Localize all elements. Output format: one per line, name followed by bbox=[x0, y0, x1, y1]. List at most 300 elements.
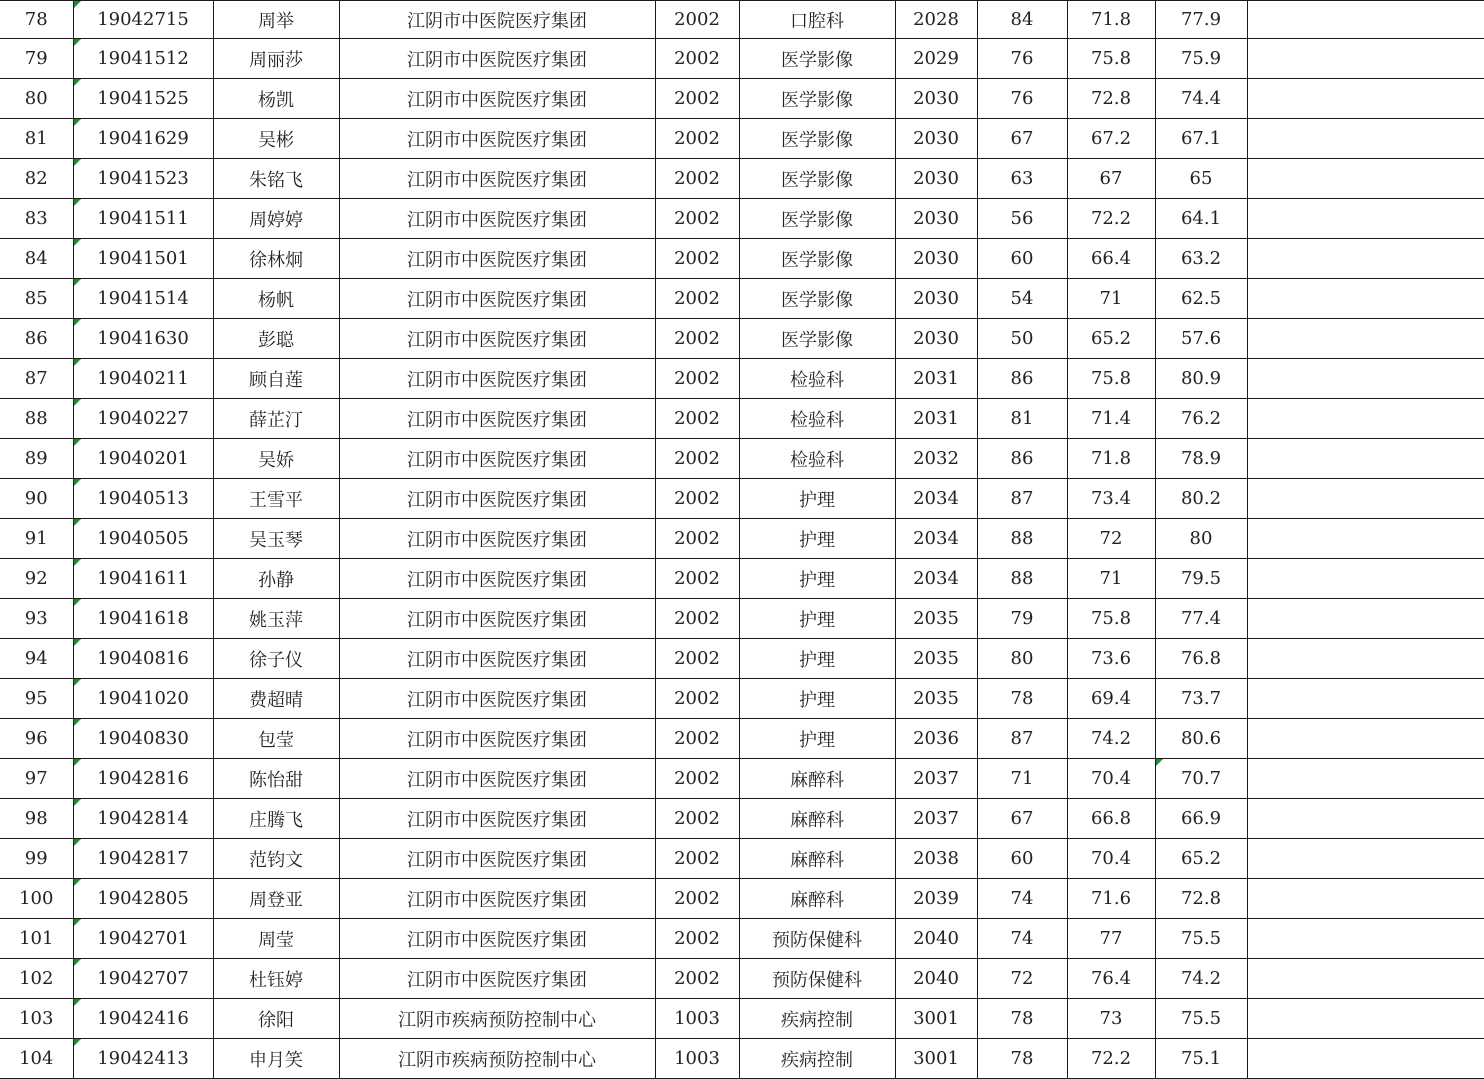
cell-name[interactable]: 周莹 bbox=[213, 919, 339, 959]
cell-number[interactable]: 80 bbox=[0, 79, 73, 119]
cell-total[interactable]: 66.9 bbox=[1155, 799, 1247, 839]
cell-number[interactable]: 97 bbox=[0, 759, 73, 799]
cell-total[interactable]: 74.4 bbox=[1155, 79, 1247, 119]
cell-score-2[interactable]: 73 bbox=[1067, 999, 1155, 1039]
cell-unit[interactable]: 江阴市中医院医疗集团 bbox=[339, 879, 655, 919]
cell-post[interactable]: 检验科 bbox=[739, 399, 895, 439]
cell-post-code[interactable]: 2036 bbox=[895, 719, 977, 759]
cell-exam-id[interactable]: 19040201 bbox=[73, 439, 213, 479]
cell-name[interactable]: 费超晴 bbox=[213, 679, 339, 719]
cell-unit-code[interactable]: 2002 bbox=[655, 279, 739, 319]
cell-post-code[interactable]: 2039 bbox=[895, 879, 977, 919]
cell-post[interactable]: 医学影像 bbox=[739, 39, 895, 79]
cell-empty[interactable] bbox=[1247, 359, 1484, 399]
cell-empty[interactable] bbox=[1247, 879, 1484, 919]
cell-exam-id[interactable]: 19040513 bbox=[73, 479, 213, 519]
cell-unit[interactable]: 江阴市中医院医疗集团 bbox=[339, 279, 655, 319]
cell-total[interactable]: 80.6 bbox=[1155, 719, 1247, 759]
cell-post[interactable]: 麻醉科 bbox=[739, 839, 895, 879]
cell-post-code[interactable]: 2030 bbox=[895, 319, 977, 359]
cell-unit[interactable]: 江阴市中医院医疗集团 bbox=[339, 1, 655, 39]
cell-exam-id[interactable]: 19041512 bbox=[73, 39, 213, 79]
cell-unit[interactable]: 江阴市中医院医疗集团 bbox=[339, 399, 655, 439]
cell-unit[interactable]: 江阴市中医院医疗集团 bbox=[339, 519, 655, 559]
cell-name[interactable]: 范钧文 bbox=[213, 839, 339, 879]
cell-name[interactable]: 杜钰婷 bbox=[213, 959, 339, 999]
cell-unit-code[interactable]: 2002 bbox=[655, 359, 739, 399]
cell-score-2[interactable]: 66.8 bbox=[1067, 799, 1155, 839]
cell-score-2[interactable]: 71.4 bbox=[1067, 399, 1155, 439]
cell-unit[interactable]: 江阴市中医院医疗集团 bbox=[339, 959, 655, 999]
cell-post[interactable]: 疾病控制 bbox=[739, 999, 895, 1039]
cell-name[interactable]: 王雪平 bbox=[213, 479, 339, 519]
cell-number[interactable]: 89 bbox=[0, 439, 73, 479]
cell-unit-code[interactable]: 1003 bbox=[655, 1039, 739, 1079]
cell-unit-code[interactable]: 2002 bbox=[655, 519, 739, 559]
cell-total[interactable]: 75.5 bbox=[1155, 919, 1247, 959]
cell-total[interactable]: 72.8 bbox=[1155, 879, 1247, 919]
cell-score-1[interactable]: 78 bbox=[977, 1039, 1067, 1079]
cell-score-1[interactable]: 60 bbox=[977, 239, 1067, 279]
cell-number[interactable]: 94 bbox=[0, 639, 73, 679]
cell-post-code[interactable]: 2028 bbox=[895, 1, 977, 39]
cell-total[interactable]: 78.9 bbox=[1155, 439, 1247, 479]
cell-post[interactable]: 口腔科 bbox=[739, 1, 895, 39]
cell-unit-code[interactable]: 2002 bbox=[655, 719, 739, 759]
cell-number[interactable]: 86 bbox=[0, 319, 73, 359]
cell-exam-id[interactable]: 19041629 bbox=[73, 119, 213, 159]
cell-total[interactable]: 80.2 bbox=[1155, 479, 1247, 519]
cell-name[interactable]: 姚玉萍 bbox=[213, 599, 339, 639]
cell-score-2[interactable]: 70.4 bbox=[1067, 839, 1155, 879]
cell-post-code[interactable]: 2034 bbox=[895, 519, 977, 559]
cell-post[interactable]: 疾病控制 bbox=[739, 1039, 895, 1079]
cell-empty[interactable] bbox=[1247, 719, 1484, 759]
cell-score-2[interactable]: 65.2 bbox=[1067, 319, 1155, 359]
cell-name[interactable]: 吴娇 bbox=[213, 439, 339, 479]
cell-empty[interactable] bbox=[1247, 679, 1484, 719]
cell-exam-id[interactable]: 19042416 bbox=[73, 999, 213, 1039]
cell-total[interactable]: 70.7 bbox=[1155, 759, 1247, 799]
cell-post-code[interactable]: 3001 bbox=[895, 999, 977, 1039]
cell-score-2[interactable]: 72 bbox=[1067, 519, 1155, 559]
cell-name[interactable]: 徐阳 bbox=[213, 999, 339, 1039]
cell-empty[interactable] bbox=[1247, 199, 1484, 239]
cell-score-1[interactable]: 78 bbox=[977, 999, 1067, 1039]
cell-name[interactable]: 庄腾飞 bbox=[213, 799, 339, 839]
cell-number[interactable]: 92 bbox=[0, 559, 73, 599]
cell-unit[interactable]: 江阴市中医院医疗集团 bbox=[339, 239, 655, 279]
cell-unit[interactable]: 江阴市中医院医疗集团 bbox=[339, 559, 655, 599]
cell-exam-id[interactable]: 19042817 bbox=[73, 839, 213, 879]
cell-unit-code[interactable]: 2002 bbox=[655, 679, 739, 719]
cell-unit-code[interactable]: 2002 bbox=[655, 119, 739, 159]
cell-post[interactable]: 医学影像 bbox=[739, 319, 895, 359]
cell-score-2[interactable]: 72.8 bbox=[1067, 79, 1155, 119]
cell-post-code[interactable]: 2030 bbox=[895, 239, 977, 279]
cell-name[interactable]: 周丽莎 bbox=[213, 39, 339, 79]
cell-post-code[interactable]: 2034 bbox=[895, 479, 977, 519]
cell-number[interactable]: 104 bbox=[0, 1039, 73, 1079]
cell-post[interactable]: 麻醉科 bbox=[739, 879, 895, 919]
cell-empty[interactable] bbox=[1247, 759, 1484, 799]
cell-unit-code[interactable]: 2002 bbox=[655, 559, 739, 599]
cell-unit-code[interactable]: 2002 bbox=[655, 39, 739, 79]
cell-post[interactable]: 护理 bbox=[739, 599, 895, 639]
cell-score-1[interactable]: 60 bbox=[977, 839, 1067, 879]
cell-name[interactable]: 顾自莲 bbox=[213, 359, 339, 399]
cell-total[interactable]: 80 bbox=[1155, 519, 1247, 559]
cell-post-code[interactable]: 2037 bbox=[895, 799, 977, 839]
cell-unit[interactable]: 江阴市中医院医疗集团 bbox=[339, 199, 655, 239]
cell-unit[interactable]: 江阴市中医院医疗集团 bbox=[339, 679, 655, 719]
cell-unit[interactable]: 江阴市疾病预防控制中心 bbox=[339, 999, 655, 1039]
cell-exam-id[interactable]: 19040505 bbox=[73, 519, 213, 559]
cell-score-1[interactable]: 67 bbox=[977, 119, 1067, 159]
cell-unit[interactable]: 江阴市中医院医疗集团 bbox=[339, 599, 655, 639]
cell-number[interactable]: 91 bbox=[0, 519, 73, 559]
cell-post[interactable]: 医学影像 bbox=[739, 199, 895, 239]
cell-total[interactable]: 65 bbox=[1155, 159, 1247, 199]
cell-score-1[interactable]: 78 bbox=[977, 679, 1067, 719]
cell-score-1[interactable]: 76 bbox=[977, 39, 1067, 79]
cell-empty[interactable] bbox=[1247, 519, 1484, 559]
cell-empty[interactable] bbox=[1247, 639, 1484, 679]
cell-exam-id[interactable]: 19040211 bbox=[73, 359, 213, 399]
cell-unit-code[interactable]: 2002 bbox=[655, 79, 739, 119]
cell-unit[interactable]: 江阴市中医院医疗集团 bbox=[339, 479, 655, 519]
cell-post-code[interactable]: 2037 bbox=[895, 759, 977, 799]
cell-empty[interactable] bbox=[1247, 799, 1484, 839]
cell-score-2[interactable]: 67.2 bbox=[1067, 119, 1155, 159]
cell-unit[interactable]: 江阴市中医院医疗集团 bbox=[339, 919, 655, 959]
cell-score-2[interactable]: 73.4 bbox=[1067, 479, 1155, 519]
cell-score-1[interactable]: 88 bbox=[977, 559, 1067, 599]
cell-score-1[interactable]: 86 bbox=[977, 359, 1067, 399]
cell-total[interactable]: 80.9 bbox=[1155, 359, 1247, 399]
cell-unit[interactable]: 江阴市中医院医疗集团 bbox=[339, 439, 655, 479]
cell-unit-code[interactable]: 2002 bbox=[655, 479, 739, 519]
cell-post[interactable]: 麻醉科 bbox=[739, 759, 895, 799]
cell-name[interactable]: 申月笑 bbox=[213, 1039, 339, 1079]
cell-unit-code[interactable]: 2002 bbox=[655, 439, 739, 479]
cell-score-2[interactable]: 71.8 bbox=[1067, 439, 1155, 479]
cell-total[interactable]: 79.5 bbox=[1155, 559, 1247, 599]
cell-exam-id[interactable]: 19041525 bbox=[73, 79, 213, 119]
cell-number[interactable]: 82 bbox=[0, 159, 73, 199]
cell-post[interactable]: 护理 bbox=[739, 519, 895, 559]
cell-score-2[interactable]: 77 bbox=[1067, 919, 1155, 959]
cell-exam-id[interactable]: 19042707 bbox=[73, 959, 213, 999]
cell-score-2[interactable]: 66.4 bbox=[1067, 239, 1155, 279]
cell-unit[interactable]: 江阴市中医院医疗集团 bbox=[339, 319, 655, 359]
cell-score-1[interactable]: 71 bbox=[977, 759, 1067, 799]
cell-unit[interactable]: 江阴市中医院医疗集团 bbox=[339, 799, 655, 839]
cell-number[interactable]: 99 bbox=[0, 839, 73, 879]
cell-total[interactable]: 62.5 bbox=[1155, 279, 1247, 319]
cell-unit-code[interactable]: 2002 bbox=[655, 239, 739, 279]
cell-score-2[interactable]: 75.8 bbox=[1067, 599, 1155, 639]
cell-name[interactable]: 朱铭飞 bbox=[213, 159, 339, 199]
cell-score-2[interactable]: 67 bbox=[1067, 159, 1155, 199]
cell-unit[interactable]: 江阴市中医院医疗集团 bbox=[339, 359, 655, 399]
cell-empty[interactable] bbox=[1247, 79, 1484, 119]
cell-exam-id[interactable]: 19041501 bbox=[73, 239, 213, 279]
cell-name[interactable]: 吴彬 bbox=[213, 119, 339, 159]
cell-unit-code[interactable]: 2002 bbox=[655, 399, 739, 439]
cell-total[interactable]: 64.1 bbox=[1155, 199, 1247, 239]
cell-post-code[interactable]: 3001 bbox=[895, 1039, 977, 1079]
cell-exam-id[interactable]: 19041020 bbox=[73, 679, 213, 719]
cell-name[interactable]: 陈怡甜 bbox=[213, 759, 339, 799]
cell-total[interactable]: 57.6 bbox=[1155, 319, 1247, 359]
cell-exam-id[interactable]: 19042814 bbox=[73, 799, 213, 839]
cell-exam-id[interactable]: 19041611 bbox=[73, 559, 213, 599]
cell-unit[interactable]: 江阴市中医院医疗集团 bbox=[339, 39, 655, 79]
cell-unit-code[interactable]: 2002 bbox=[655, 959, 739, 999]
cell-number[interactable]: 96 bbox=[0, 719, 73, 759]
cell-number[interactable]: 88 bbox=[0, 399, 73, 439]
cell-empty[interactable] bbox=[1247, 839, 1484, 879]
cell-exam-id[interactable]: 19040816 bbox=[73, 639, 213, 679]
cell-number[interactable]: 95 bbox=[0, 679, 73, 719]
cell-unit-code[interactable]: 1003 bbox=[655, 999, 739, 1039]
cell-number[interactable]: 98 bbox=[0, 799, 73, 839]
cell-score-1[interactable]: 72 bbox=[977, 959, 1067, 999]
cell-name[interactable]: 徐林炯 bbox=[213, 239, 339, 279]
cell-unit-code[interactable]: 2002 bbox=[655, 599, 739, 639]
cell-post-code[interactable]: 2032 bbox=[895, 439, 977, 479]
cell-empty[interactable] bbox=[1247, 119, 1484, 159]
cell-number[interactable]: 93 bbox=[0, 599, 73, 639]
cell-total[interactable]: 75.5 bbox=[1155, 999, 1247, 1039]
cell-number[interactable]: 87 bbox=[0, 359, 73, 399]
table-row bbox=[0, 79, 1484, 119]
cell-total[interactable]: 65.2 bbox=[1155, 839, 1247, 879]
cell-unit-code[interactable]: 2002 bbox=[655, 759, 739, 799]
cell-unit[interactable]: 江阴市疾病预防控制中心 bbox=[339, 1039, 655, 1079]
cell-score-2[interactable]: 72.2 bbox=[1067, 1039, 1155, 1079]
cell-name[interactable]: 杨帆 bbox=[213, 279, 339, 319]
cell-name[interactable]: 杨凯 bbox=[213, 79, 339, 119]
cell-number[interactable]: 84 bbox=[0, 239, 73, 279]
cell-number[interactable]: 83 bbox=[0, 199, 73, 239]
cell-score-1[interactable]: 87 bbox=[977, 479, 1067, 519]
cell-unit-code[interactable]: 2002 bbox=[655, 159, 739, 199]
cell-number[interactable]: 100 bbox=[0, 879, 73, 919]
cell-unit-code[interactable]: 2002 bbox=[655, 919, 739, 959]
cell-total[interactable]: 77.4 bbox=[1155, 599, 1247, 639]
cell-score-2[interactable]: 75.8 bbox=[1067, 39, 1155, 79]
cell-score-1[interactable]: 74 bbox=[977, 879, 1067, 919]
cell-total[interactable]: 75.9 bbox=[1155, 39, 1247, 79]
cell-name[interactable]: 孙静 bbox=[213, 559, 339, 599]
cell-post[interactable]: 检验科 bbox=[739, 359, 895, 399]
cell-score-2[interactable]: 69.4 bbox=[1067, 679, 1155, 719]
cell-unit-code[interactable]: 2002 bbox=[655, 839, 739, 879]
cell-empty[interactable] bbox=[1247, 279, 1484, 319]
cell-score-1[interactable]: 81 bbox=[977, 399, 1067, 439]
cell-exam-id[interactable]: 19042701 bbox=[73, 919, 213, 959]
cell-post-code[interactable]: 2035 bbox=[895, 679, 977, 719]
cell-number[interactable]: 102 bbox=[0, 959, 73, 999]
cell-post[interactable]: 护理 bbox=[739, 639, 895, 679]
cell-score-2[interactable]: 71.8 bbox=[1067, 1, 1155, 39]
cell-empty[interactable] bbox=[1247, 559, 1484, 599]
cell-empty[interactable] bbox=[1247, 959, 1484, 999]
cell-unit[interactable]: 江阴市中医院医疗集团 bbox=[339, 719, 655, 759]
cell-post-code[interactable]: 2035 bbox=[895, 599, 977, 639]
cell-score-1[interactable]: 74 bbox=[977, 919, 1067, 959]
cell-unit[interactable]: 江阴市中医院医疗集团 bbox=[339, 839, 655, 879]
cell-score-1[interactable]: 56 bbox=[977, 199, 1067, 239]
cell-post[interactable]: 医学影像 bbox=[739, 79, 895, 119]
cell-post[interactable]: 医学影像 bbox=[739, 159, 895, 199]
cell-exam-id[interactable]: 19041523 bbox=[73, 159, 213, 199]
cell-name[interactable]: 徐子仪 bbox=[213, 639, 339, 679]
cell-unit-code[interactable]: 2002 bbox=[655, 639, 739, 679]
cell-post-code[interactable]: 2030 bbox=[895, 199, 977, 239]
cell-name[interactable]: 周登亚 bbox=[213, 879, 339, 919]
cell-number[interactable]: 90 bbox=[0, 479, 73, 519]
cell-unit-code[interactable]: 2002 bbox=[655, 319, 739, 359]
cell-total[interactable]: 73.7 bbox=[1155, 679, 1247, 719]
cell-post-code[interactable]: 2040 bbox=[895, 959, 977, 999]
cell-total[interactable]: 67.1 bbox=[1155, 119, 1247, 159]
cell-post[interactable]: 检验科 bbox=[739, 439, 895, 479]
cell-exam-id[interactable]: 19041618 bbox=[73, 599, 213, 639]
cell-post-code[interactable]: 2040 bbox=[895, 919, 977, 959]
cell-exam-id[interactable]: 19040830 bbox=[73, 719, 213, 759]
cell-post[interactable]: 护理 bbox=[739, 479, 895, 519]
cell-score-1[interactable]: 87 bbox=[977, 719, 1067, 759]
cell-exam-id[interactable]: 19042715 bbox=[73, 1, 213, 39]
cell-post[interactable]: 医学影像 bbox=[739, 279, 895, 319]
cell-total[interactable]: 75.1 bbox=[1155, 1039, 1247, 1079]
cell-name[interactable]: 包莹 bbox=[213, 719, 339, 759]
cell-score-1[interactable]: 80 bbox=[977, 639, 1067, 679]
cell-unit[interactable]: 江阴市中医院医疗集团 bbox=[339, 639, 655, 679]
cell-score-2[interactable]: 70.4 bbox=[1067, 759, 1155, 799]
cell-score-1[interactable]: 88 bbox=[977, 519, 1067, 559]
cell-empty[interactable] bbox=[1247, 599, 1484, 639]
cell-exam-id[interactable]: 19042413 bbox=[73, 1039, 213, 1079]
cell-empty[interactable] bbox=[1247, 999, 1484, 1039]
cell-score-1[interactable]: 63 bbox=[977, 159, 1067, 199]
table-row bbox=[0, 759, 1484, 799]
cell-total[interactable]: 77.9 bbox=[1155, 1, 1247, 39]
cell-score-1[interactable]: 84 bbox=[977, 1, 1067, 39]
cell-score-2[interactable]: 75.8 bbox=[1067, 359, 1155, 399]
cell-score-2[interactable]: 71 bbox=[1067, 559, 1155, 599]
cell-unit[interactable]: 江阴市中医院医疗集团 bbox=[339, 759, 655, 799]
cell-post[interactable]: 预防保健科 bbox=[739, 959, 895, 999]
cell-number[interactable]: 103 bbox=[0, 999, 73, 1039]
cell-empty[interactable] bbox=[1247, 239, 1484, 279]
cell-empty[interactable] bbox=[1247, 1039, 1484, 1079]
cell-number[interactable]: 101 bbox=[0, 919, 73, 959]
cell-post-code[interactable]: 2038 bbox=[895, 839, 977, 879]
cell-post-code[interactable]: 2030 bbox=[895, 159, 977, 199]
cell-post[interactable]: 预防保健科 bbox=[739, 919, 895, 959]
cell-name[interactable]: 薛芷汀 bbox=[213, 399, 339, 439]
cell-post[interactable]: 护理 bbox=[739, 559, 895, 599]
cell-post-code[interactable]: 2030 bbox=[895, 119, 977, 159]
cell-unit[interactable]: 江阴市中医院医疗集团 bbox=[339, 119, 655, 159]
cell-name[interactable]: 周婷婷 bbox=[213, 199, 339, 239]
cell-name[interactable]: 彭聪 bbox=[213, 319, 339, 359]
cell-total[interactable]: 63.2 bbox=[1155, 239, 1247, 279]
cell-post-code[interactable]: 2034 bbox=[895, 559, 977, 599]
cell-name[interactable]: 周举 bbox=[213, 1, 339, 39]
cell-score-2[interactable]: 74.2 bbox=[1067, 719, 1155, 759]
cell-empty[interactable] bbox=[1247, 159, 1484, 199]
cell-post-code[interactable]: 2029 bbox=[895, 39, 977, 79]
cell-score-1[interactable]: 86 bbox=[977, 439, 1067, 479]
cell-exam-id[interactable]: 19040227 bbox=[73, 399, 213, 439]
cell-total[interactable]: 74.2 bbox=[1155, 959, 1247, 999]
cell-empty[interactable] bbox=[1247, 479, 1484, 519]
cell-score-2[interactable]: 72.2 bbox=[1067, 199, 1155, 239]
cell-score-2[interactable]: 71.6 bbox=[1067, 879, 1155, 919]
cell-total[interactable]: 76.2 bbox=[1155, 399, 1247, 439]
cell-unit-code[interactable]: 2002 bbox=[655, 199, 739, 239]
cell-empty[interactable] bbox=[1247, 919, 1484, 959]
table-row bbox=[0, 1, 1484, 39]
cell-post-code[interactable]: 2030 bbox=[895, 79, 977, 119]
cell-post[interactable]: 医学影像 bbox=[739, 119, 895, 159]
cell-post[interactable]: 麻醉科 bbox=[739, 799, 895, 839]
cell-score-2[interactable]: 71 bbox=[1067, 279, 1155, 319]
cell-empty[interactable] bbox=[1247, 1, 1484, 39]
cell-number[interactable]: 78 bbox=[0, 1, 73, 39]
cell-unit-code[interactable]: 2002 bbox=[655, 879, 739, 919]
cell-post[interactable]: 护理 bbox=[739, 719, 895, 759]
cell-empty[interactable] bbox=[1247, 439, 1484, 479]
cell-number[interactable]: 79 bbox=[0, 39, 73, 79]
cell-empty[interactable] bbox=[1247, 399, 1484, 439]
cell-name[interactable]: 吴玉琴 bbox=[213, 519, 339, 559]
cell-score-1[interactable]: 76 bbox=[977, 79, 1067, 119]
cell-score-1[interactable]: 79 bbox=[977, 599, 1067, 639]
cell-post-code[interactable]: 2035 bbox=[895, 639, 977, 679]
cell-exam-id[interactable]: 19041514 bbox=[73, 279, 213, 319]
cell-score-2[interactable]: 73.6 bbox=[1067, 639, 1155, 679]
cell-empty[interactable] bbox=[1247, 39, 1484, 79]
cell-score-2[interactable]: 76.4 bbox=[1067, 959, 1155, 999]
cell-unit[interactable]: 江阴市中医院医疗集团 bbox=[339, 159, 655, 199]
cell-exam-id[interactable]: 19041630 bbox=[73, 319, 213, 359]
cell-exam-id[interactable]: 19041511 bbox=[73, 199, 213, 239]
cell-exam-id[interactable]: 19042805 bbox=[73, 879, 213, 919]
cell-number[interactable]: 81 bbox=[0, 119, 73, 159]
cell-exam-id[interactable]: 19042816 bbox=[73, 759, 213, 799]
cell-total[interactable]: 76.8 bbox=[1155, 639, 1247, 679]
cell-score-1[interactable]: 54 bbox=[977, 279, 1067, 319]
cell-post-code[interactable]: 2031 bbox=[895, 359, 977, 399]
cell-unit-code[interactable]: 2002 bbox=[655, 1, 739, 39]
cell-post-code[interactable]: 2030 bbox=[895, 279, 977, 319]
cell-post[interactable]: 护理 bbox=[739, 679, 895, 719]
cell-unit-code[interactable]: 2002 bbox=[655, 799, 739, 839]
cell-post-code[interactable]: 2031 bbox=[895, 399, 977, 439]
cell-score-1[interactable]: 67 bbox=[977, 799, 1067, 839]
cell-score-1[interactable]: 50 bbox=[977, 319, 1067, 359]
cell-unit[interactable]: 江阴市中医院医疗集团 bbox=[339, 79, 655, 119]
cell-post[interactable]: 医学影像 bbox=[739, 239, 895, 279]
cell-number[interactable]: 85 bbox=[0, 279, 73, 319]
cell-empty[interactable] bbox=[1247, 319, 1484, 359]
